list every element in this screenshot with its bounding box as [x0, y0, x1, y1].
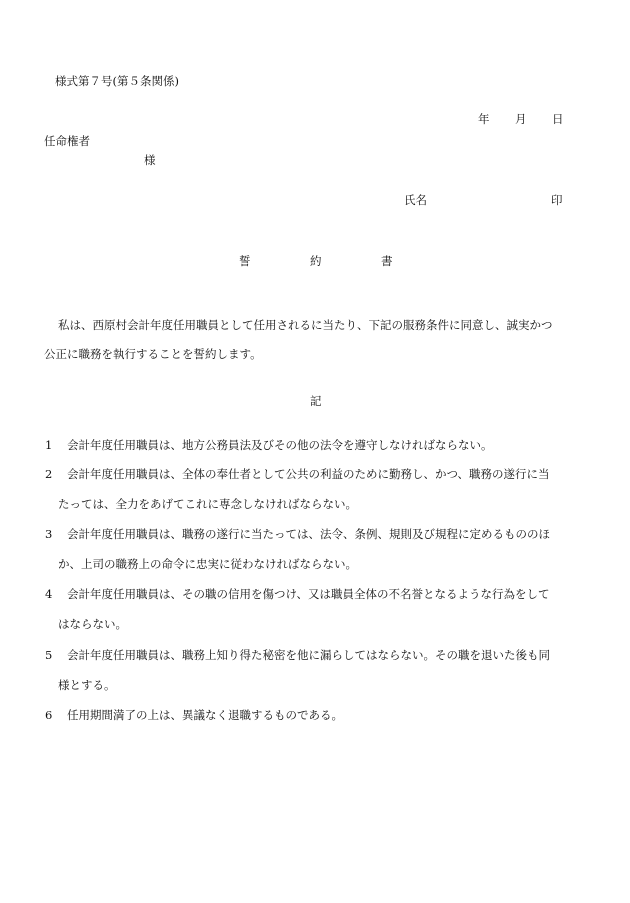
seal-mark: 印	[551, 193, 563, 207]
date-line	[478, 114, 564, 126]
item-5-line-1	[45, 650, 550, 662]
item-1	[45, 440, 493, 452]
title-char-1: 誓	[239, 254, 251, 268]
item-3-line-1	[45, 529, 550, 541]
item-text: 任用期間満了の上は、異議なく退職するものである。	[67, 708, 343, 722]
item-4-line-2: はならない。	[58, 617, 127, 631]
title-char-2: 約	[310, 254, 322, 268]
form-number: 様式第７号(第５条関係)	[55, 74, 179, 88]
item-text: 会計年度任用職員は、地方公務員法及びその他の法令を遵守しなければならない。	[67, 438, 493, 452]
item-2-line-2: たっては、全力をあげてこれに専念しなければならない。	[58, 497, 357, 511]
appointer-label: 任命権者	[44, 134, 90, 148]
item-number: 4	[45, 587, 53, 601]
title-char-3: 書	[381, 254, 393, 268]
date-day-label: 日	[552, 112, 564, 126]
name-label: 氏名	[404, 193, 427, 207]
item-text: 会計年度任用職員は、全体の奉仕者として公共の利益のために勤務し、かつ、職務の遂行に当	[67, 467, 550, 481]
item-text: 会計年度任用職員は、職務の遂行に当たっては、法令、条例、規則及び規程に定めるもののほ	[67, 527, 550, 541]
pledge-body-line-1: 私は、西原村会計年度任用職員として任用されるに当たり、下記の服務条件に同意し、誠実かつ	[58, 318, 553, 332]
item-3-line-2: か、上司の職務上の命令に忠実に従わなければならない。	[58, 557, 357, 571]
document-title	[239, 256, 393, 268]
ki-heading: 記	[310, 394, 322, 408]
date-month-label: 月	[515, 112, 527, 126]
item-text: 会計年度任用職員は、その職の信用を傷つけ、又は職員全体の不名誉となるような行為をして	[67, 587, 550, 601]
item-5-line-2: 様とする。	[58, 678, 116, 692]
item-2-line-1	[45, 469, 550, 481]
item-4-line-1	[45, 589, 550, 601]
item-number: 3	[45, 527, 53, 541]
date-year-label: 年	[478, 112, 490, 126]
item-6	[45, 710, 343, 722]
item-number: 5	[45, 648, 53, 662]
item-text: 会計年度任用職員は、職務上知り得た秘密を他に漏らしてはならない。その職を退いた後も同	[67, 648, 550, 662]
item-number: 2	[45, 467, 53, 481]
pledge-body-line-2: 公正に職務を執行することを誓約します。	[44, 347, 262, 361]
item-number: 6	[45, 708, 53, 722]
honorific-label: 様	[144, 153, 156, 167]
item-number: 1	[45, 438, 53, 452]
